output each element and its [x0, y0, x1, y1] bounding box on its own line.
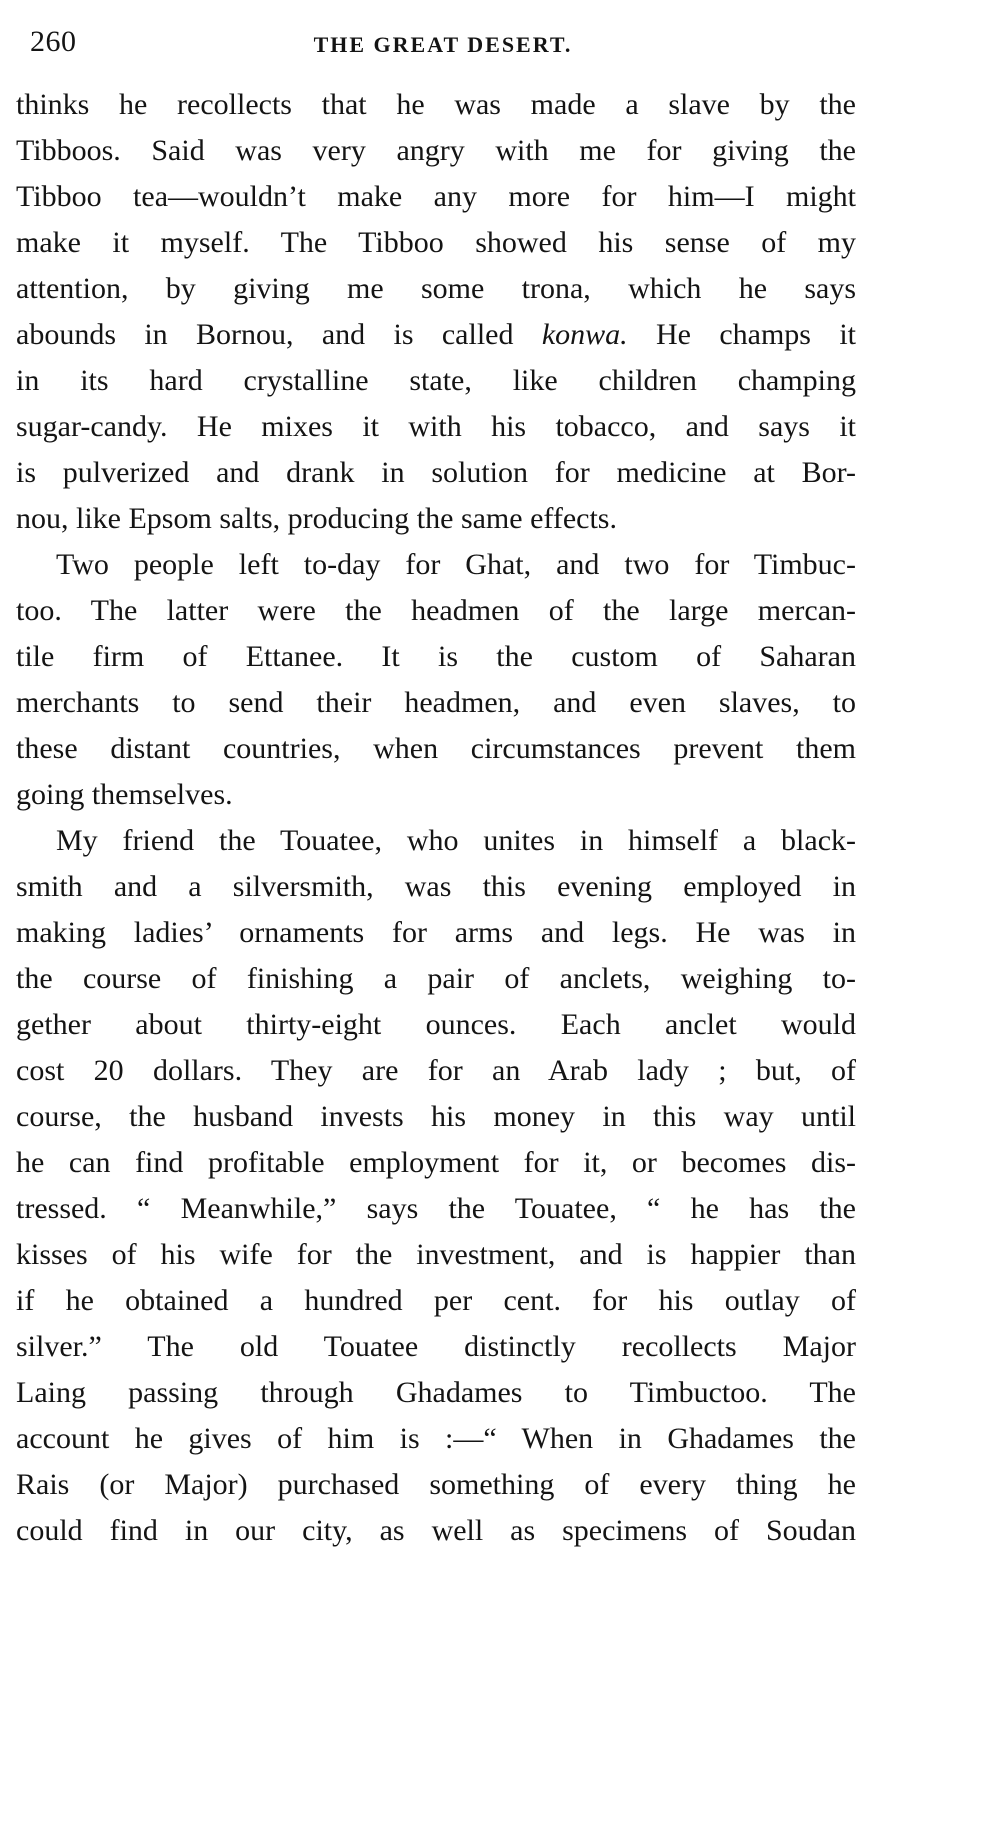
running-head — [28, 22, 858, 62]
text-segment: too. The latter were the headmen of the large mercan- — [16, 594, 856, 627]
text-segment: tressed. “ Meanwhile,” says the Touatee, “ he has the — [16, 1192, 856, 1225]
text-segment: thinks he recollects that he was made a slave by the — [16, 88, 856, 121]
text-segment: Tibboo tea—wouldn’t make any more for him—I might — [16, 180, 856, 213]
text-line — [16, 772, 856, 818]
text-line — [16, 1462, 856, 1508]
text-segment: could find in our city, as well as specimens of Soudan — [16, 1514, 856, 1547]
text-line — [16, 1324, 856, 1370]
text-segment: tile firm of Ettanee. It is the custom of Saharan — [16, 640, 856, 673]
text-line — [16, 818, 856, 864]
text-line — [16, 1416, 856, 1462]
text-line — [16, 542, 856, 588]
text-segment: silver.” The old Touatee distinctly recollects Major — [16, 1330, 856, 1363]
text-segment: My friend the Touatee, who unites in himself a black- — [56, 824, 856, 857]
text-line — [16, 1140, 856, 1186]
text-line — [16, 312, 856, 358]
text-line — [16, 910, 856, 956]
text-line — [16, 1232, 856, 1278]
text-segment: Laing passing through Ghadames to Timbuctoo. The — [16, 1376, 856, 1409]
text-line — [16, 1048, 856, 1094]
text-line — [16, 404, 856, 450]
text-segment: Tibboos. Said was very angry with me for giving the — [16, 134, 856, 167]
body-text — [16, 82, 856, 1554]
text-line — [16, 174, 856, 220]
text-line — [16, 450, 856, 496]
text-segment: the course of finishing a pair of anclets, weighing to- — [16, 962, 856, 995]
text-line — [16, 266, 856, 312]
text-segment: is pulverized and drank in solution for medicine at Bor- — [16, 456, 856, 489]
text-line — [16, 1186, 856, 1232]
italic-text: konwa. — [541, 318, 628, 351]
text-line — [16, 634, 856, 680]
text-line — [16, 726, 856, 772]
text-line — [16, 1370, 856, 1416]
paragraph — [16, 818, 856, 1554]
text-line — [16, 128, 856, 174]
text-line — [16, 1278, 856, 1324]
text-line — [16, 680, 856, 726]
text-segment: abounds in Bornou, and is called — [16, 318, 542, 351]
text-segment: going themselves. — [16, 778, 233, 811]
text-segment: these distant countries, when circumstances prevent them — [16, 732, 856, 765]
text-segment: Two people left to-day for Ghat, and two for Timbuc- — [56, 548, 856, 581]
text-line — [16, 1002, 856, 1048]
text-line — [16, 864, 856, 910]
text-segment: make it myself. The Tibboo showed his sense of my — [16, 226, 856, 259]
text-segment: gether about thirty-eight ounces. Each anclet would — [16, 1008, 856, 1041]
text-line — [16, 220, 856, 266]
text-segment: if he obtained a hundred per cent. for his outlay of — [16, 1284, 856, 1317]
paragraph — [16, 82, 856, 542]
text-segment: He champs it — [627, 318, 856, 351]
text-segment: sugar-candy. He mixes it with his tobacco, and says it — [16, 410, 856, 443]
text-line — [16, 1508, 856, 1554]
text-segment: merchants to send their headmen, and even slaves, to — [16, 686, 856, 719]
paragraph — [16, 542, 856, 818]
text-line — [16, 496, 856, 542]
text-segment: course, the husband invests his money in this way until — [16, 1100, 856, 1133]
text-segment: attention, by giving me some trona, which he says — [16, 272, 856, 305]
text-segment: nou, like Epsom salts, producing the same effects. — [16, 502, 617, 535]
page-number: 260 — [30, 25, 77, 58]
text-segment: kisses of his wife for the investment, and is happier than — [16, 1238, 856, 1271]
text-line — [16, 82, 856, 128]
text-segment: account he gives of him is :—“ When in Ghadames the — [16, 1422, 856, 1455]
text-line — [16, 588, 856, 634]
text-segment: Rais (or Major) purchased something of every thing he — [16, 1468, 856, 1501]
text-segment: he can find profitable employment for it, or becomes dis- — [16, 1146, 856, 1179]
text-segment: smith and a silversmith, was this evening employed in — [16, 870, 856, 903]
text-line — [16, 1094, 856, 1140]
text-segment: in its hard crystalline state, like children champing — [16, 364, 856, 397]
running-title: THE GREAT DESERT. — [313, 32, 573, 57]
text-line — [16, 358, 856, 404]
text-segment: cost 20 dollars. They are for an Arab lady ; but, of — [16, 1054, 856, 1087]
text-line — [16, 956, 856, 1002]
text-segment: making ladies’ ornaments for arms and legs. He was in — [16, 916, 856, 949]
